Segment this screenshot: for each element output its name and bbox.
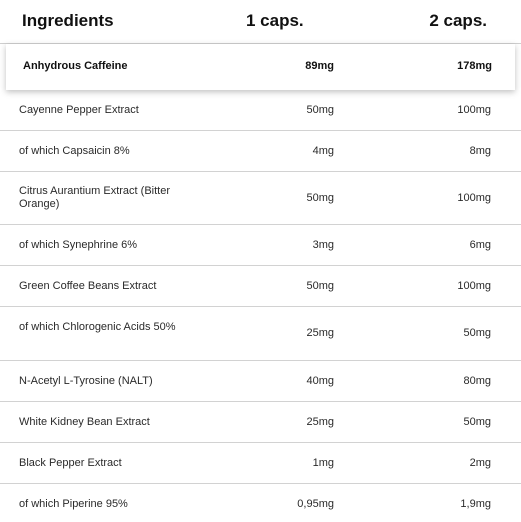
value-1-caps: 0,95mg <box>297 498 334 510</box>
value-1-caps: 25mg <box>306 327 334 339</box>
table-row <box>6 44 515 90</box>
header-1-caps: 1 caps. <box>246 11 304 30</box>
table-row <box>0 266 521 307</box>
table-header <box>0 0 521 44</box>
value-2-caps: 80mg <box>463 375 491 387</box>
value-2-caps: 178mg <box>457 60 492 72</box>
ingredient-name: Cayenne Pepper Extract <box>19 104 139 116</box>
value-1-caps: 50mg <box>306 280 334 292</box>
value-1-caps: 89mg <box>305 60 334 72</box>
value-2-caps: 100mg <box>457 280 491 292</box>
table-row <box>0 225 521 266</box>
table-row <box>0 90 521 131</box>
table-row <box>0 307 521 361</box>
value-2-caps: 100mg <box>457 192 491 204</box>
table-row <box>0 131 521 172</box>
ingredient-name: Citrus Aurantium Extract (Bitter Orange) <box>19 185 170 210</box>
header-2-caps: 2 caps. <box>429 11 487 30</box>
value-1-caps: 3mg <box>312 239 334 251</box>
value-2-caps: 100mg <box>457 104 491 116</box>
header-ingredients: Ingredients <box>22 11 114 30</box>
ingredient-name: of which Synephrine 6% <box>19 239 138 251</box>
value-1-caps: 50mg <box>306 104 334 116</box>
ingredient-name: of which Chlorogenic Acids 50% <box>19 321 176 333</box>
value-1-caps: 4mg <box>312 145 334 157</box>
value-1-caps: 1mg <box>312 457 334 469</box>
value-1-caps: 50mg <box>306 192 334 204</box>
value-1-caps: 40mg <box>306 375 334 387</box>
ingredient-name: Black Pepper Extract <box>19 457 122 469</box>
value-2-caps: 2mg <box>469 457 491 469</box>
table-row <box>0 443 521 484</box>
ingredient-name: of which Piperine 95% <box>19 498 128 510</box>
table-row <box>0 402 521 443</box>
table-row <box>0 484 521 522</box>
value-2-caps: 50mg <box>463 416 491 428</box>
value-1-caps: 25mg <box>306 416 334 428</box>
ingredient-name: White Kidney Bean Extract <box>19 416 150 428</box>
value-2-caps: 50mg <box>463 327 491 339</box>
value-2-caps: 1,9mg <box>460 498 491 510</box>
value-2-caps: 8mg <box>469 145 491 157</box>
ingredient-name: of which Capsaicin 8% <box>19 145 130 157</box>
table-row <box>0 361 521 402</box>
ingredient-name: N-Acetyl L-Tyrosine (NALT) <box>19 375 153 387</box>
table-row <box>0 172 521 225</box>
ingredient-name: Green Coffee Beans Extract <box>19 280 157 292</box>
value-2-caps: 6mg <box>469 239 491 251</box>
ingredient-name: Anhydrous Caffeine <box>23 60 128 72</box>
